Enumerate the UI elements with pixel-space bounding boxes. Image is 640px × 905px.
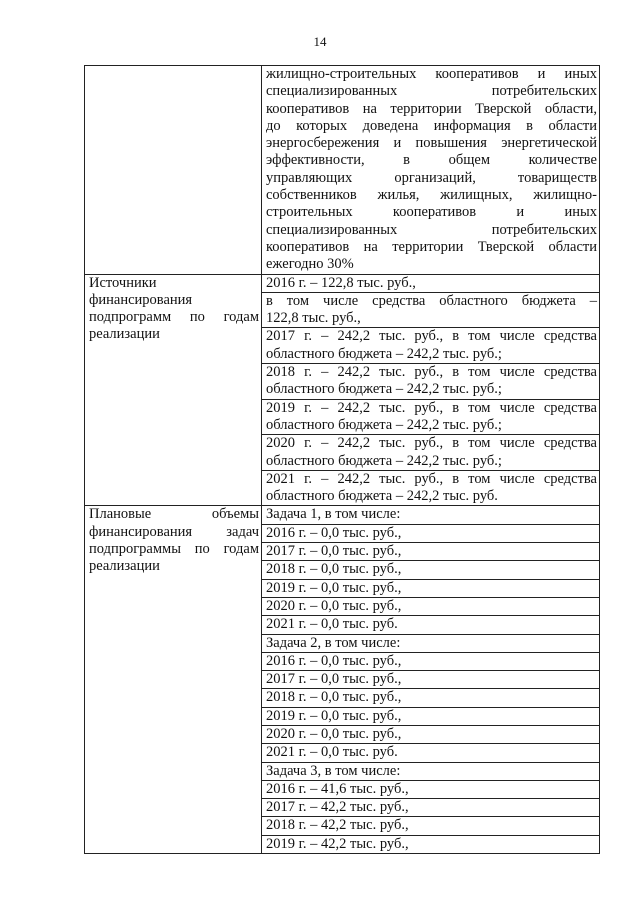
page-number: 14	[313, 34, 327, 49]
value-line: областного бюджета – 242,2 тыс. руб.;	[262, 346, 599, 364]
value-line: 2017 г. – 0,0 тыс. руб.,	[262, 543, 599, 561]
value-line: кооперативов на территории Тверской области,	[266, 100, 597, 117]
value-line: энергосбережения и повышения энергетической	[266, 135, 597, 152]
value-line: Задача 2, в том числе:	[262, 635, 599, 653]
value-line: областного бюджета – 242,2 тыс. руб.	[266, 488, 498, 505]
value-line: областного бюджета – 242,2 тыс. руб.;	[262, 453, 599, 471]
row-label-cell	[85, 274, 262, 506]
value-line: 2016 г. – 0,0 тыс. руб.,	[262, 525, 599, 543]
label-line: финансирования	[89, 291, 193, 308]
value-line: 2016 г. – 41,6 тыс. руб.,	[262, 781, 599, 799]
value-line: до которых доведена информация в области	[266, 117, 597, 134]
value-line: 2019 г. – 0,0 тыс. руб.,	[262, 580, 599, 598]
row-label-cell	[85, 66, 262, 275]
value-line: специализированных потребительских	[266, 221, 597, 238]
value-line: Задача 3, в том числе:	[262, 763, 599, 781]
value-line: 2017 г. – 0,0 тыс. руб.,	[262, 671, 599, 689]
value-line: жилищно-строительных кооперативов и иных	[266, 66, 597, 82]
label-line: реализации	[89, 558, 160, 575]
passport-table	[84, 65, 600, 854]
label-line: Плановые объемы	[89, 506, 259, 523]
value-line: 2019 г. – 242,2 тыс. руб., в том числе средства	[266, 399, 597, 416]
value-line: управляющих организаций, товариществ	[266, 169, 597, 186]
value-line: 2019 г. – 42,2 тыс. руб.,	[266, 835, 409, 852]
value-line: ежегодно 30%	[266, 256, 354, 273]
label-line: подпрограмм по годам	[89, 309, 259, 326]
value-line: 2021 г. – 0,0 тыс. руб.	[262, 744, 599, 762]
value-line: 122,8 тыс. руб.,	[262, 310, 599, 328]
value-line: эффективности, в общем количестве	[266, 152, 597, 169]
value-line: 2018 г. – 242,2 тыс. руб., в том числе средства	[266, 364, 597, 381]
value-line: собственников жилья, жилищных, жилищно-	[266, 187, 597, 204]
row-value-cell	[262, 274, 600, 506]
value-line: 2020 г. – 0,0 тыс. руб.,	[262, 598, 599, 616]
value-line: 2020 г. – 0,0 тыс. руб.,	[262, 726, 599, 744]
value-line: кооперативов на территории Тверской области	[266, 238, 597, 255]
value-line: 2021 г. – 242,2 тыс. руб., в том числе средства	[266, 470, 597, 487]
value-line: Задача 1, в том числе:	[262, 506, 599, 524]
label-line: Источники	[89, 274, 157, 291]
value-line: 2021 г. – 0,0 тыс. руб.	[262, 616, 599, 634]
value-line: 2018 г. – 42,2 тыс. руб.,	[262, 817, 599, 835]
label-line: подпрограммы по годам	[89, 541, 259, 558]
value-line: 2016 г. – 0,0 тыс. руб.,	[262, 653, 599, 671]
value-line: в том числе средства областного бюджета –	[266, 292, 597, 309]
value-line: 2020 г. – 242,2 тыс. руб., в том числе средства	[266, 435, 597, 452]
row-label-cell	[85, 506, 262, 854]
value-line: 2018 г. – 0,0 тыс. руб.,	[262, 689, 599, 707]
value-line: строительных кооперативов и иных	[266, 204, 597, 221]
value-line: областного бюджета – 242,2 тыс. руб.;	[262, 381, 599, 399]
row-value-cell	[262, 506, 600, 854]
table-row	[85, 66, 600, 275]
value-line: 2019 г. – 0,0 тыс. руб.,	[262, 708, 599, 726]
value-line: специализированных потребительских	[266, 83, 597, 100]
label-line: реализации	[89, 326, 160, 343]
value-line: 2017 г. – 242,2 тыс. руб., в том числе средства	[266, 328, 597, 345]
value-line: 2018 г. – 0,0 тыс. руб.,	[262, 561, 599, 579]
value-line: 2016 г. – 122,8 тыс. руб.,	[262, 275, 599, 293]
table-row	[85, 274, 600, 506]
value-line: 2017 г. – 42,2 тыс. руб.,	[262, 799, 599, 817]
table-row	[85, 506, 600, 854]
label-line: финансирования задач	[89, 523, 259, 540]
value-line: областного бюджета – 242,2 тыс. руб.;	[262, 417, 599, 435]
row-value-cell	[262, 66, 600, 275]
